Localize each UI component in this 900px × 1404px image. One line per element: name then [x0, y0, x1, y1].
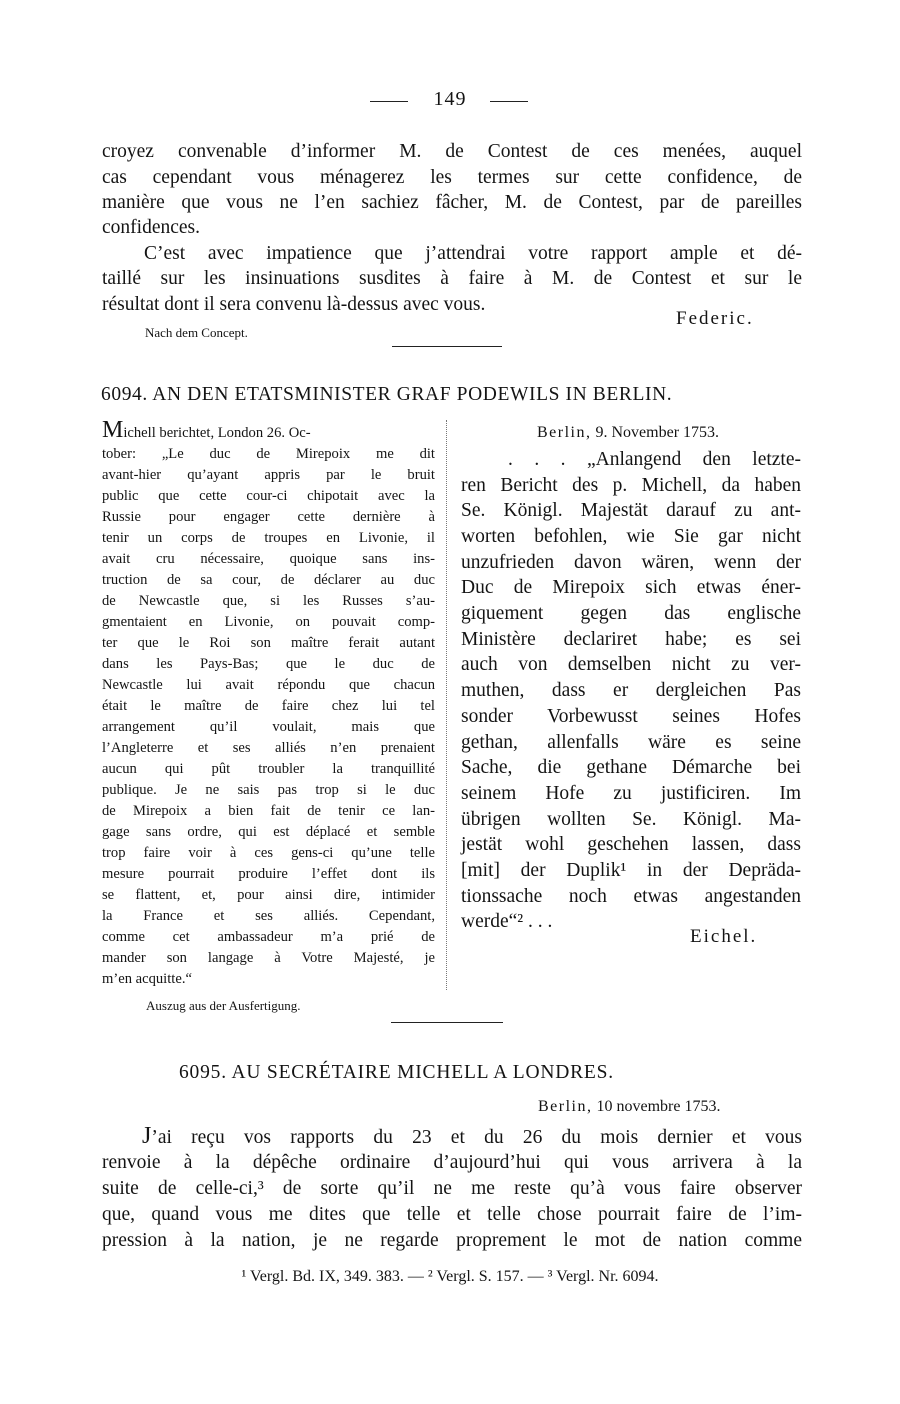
document-title: AU SECRÉTAIRE MICHELL A LONDRES. — [231, 1062, 614, 1083]
text-line: que, quand vous me dites que telle et telle chose pourrait faire de l’im- — [102, 1204, 802, 1225]
initial-letter: M — [102, 417, 124, 443]
text-line: croyez convenable d’informer M. de Contest de ces menées, auquel — [102, 141, 802, 162]
right-column-line: tionssache noch etwas angestanden — [461, 886, 801, 907]
dateline — [537, 424, 719, 442]
right-column-line: auch von demselben nicht zu ver- — [461, 654, 801, 675]
section-divider — [392, 346, 502, 347]
text-line: suite de celle-ci,³ de sorte qu’il ne me reste qu’à vous faire observer — [102, 1178, 802, 1199]
document-heading — [179, 1062, 614, 1084]
right-column-line: worten befohlen, wie Sie gar nicht — [461, 526, 801, 547]
left-column-line: se flattent, et, pour ainsi dire, intimider — [102, 887, 435, 903]
document-heading — [101, 384, 672, 406]
left-column-line: gage sans ordre, qui est déplacé et semble — [102, 824, 435, 840]
text-line: C’est avec impatience que j’attendrai votre rapport ample et dé- — [144, 243, 802, 264]
left-column-line: Newcastle lui avait répondu que chacun — [102, 677, 435, 693]
text-line: taillé sur les insinuations susdites à faire à M. de Contest et sur le — [102, 268, 802, 289]
left-column-line: arrangement qu’il voulait, mais que — [102, 719, 435, 735]
right-column-line: werde“² . . . — [461, 911, 553, 932]
right-column-line: Se. Königl. Majestät darauf zu ant- — [461, 500, 801, 521]
document-title: AN DEN ETATSMINISTER GRAF PODEWILS IN BERLIN. — [152, 384, 673, 405]
left-column-line: ter que le Roi son maître ferait autant — [102, 635, 435, 651]
page-number: 149 — [433, 88, 467, 110]
left-column-line: aucun qui pût troubler la tranquillité — [102, 761, 435, 777]
left-column-line: trop faire voir à ces gens-ci qu’une telle — [102, 845, 435, 861]
dateline-place: Berlin, — [538, 1098, 593, 1115]
column-separator — [446, 420, 447, 990]
text-line: pression à la nation, je ne regarde proprement le mot de nation comme — [102, 1230, 802, 1251]
left-column-line: avant-hier qu’ayant appris par le bruit — [102, 467, 435, 483]
document-number: 6094. — [101, 384, 148, 405]
right-column-line: sonder Vorbewusst seines Hofes — [461, 706, 801, 727]
right-column-line: unzufrieden davon wären, wenn der — [461, 552, 801, 573]
dateline-date: 10 novembre 1753. — [596, 1098, 721, 1115]
left-column-line: comme cet ambassadeur m’a prié de — [102, 929, 435, 945]
right-column-line: Duc de Mirepoix sich etwas éner- — [461, 577, 801, 598]
left-column-line: Michell berichtet, London 26. Oc- — [102, 417, 311, 443]
source-note: Nach dem Concept. — [145, 325, 248, 340]
section-divider — [391, 1022, 503, 1023]
text-line: renvoie à la dépêche ordinaire d’aujourd’hui qui vous arrivera à la — [102, 1152, 802, 1173]
right-column-line: jestät wohl geschehen lassen, dass — [461, 834, 801, 855]
right-column-line: . . . „Anlangend den letzte- — [508, 449, 801, 470]
left-column-line: était le maître de faire chez lui tel — [102, 698, 435, 714]
signature: Eichel. — [690, 926, 758, 947]
right-column-line: Sache, die gethane Démarche bei — [461, 757, 801, 778]
text-line: confidences. — [102, 217, 200, 238]
right-column-line: seinem Hofe zu justificiren. Im — [461, 783, 801, 804]
dateline-date: 9. November 1753. — [595, 424, 720, 441]
left-column-line: dans les Pays-Bas; que le duc de — [102, 656, 435, 672]
left-column-line: la France et ses alliés. Cependant, — [102, 908, 435, 924]
right-column-line: ren Bericht des p. Michell, da haben — [461, 475, 801, 496]
right-column-line: giquement gegen das englische — [461, 603, 801, 624]
text-line: résultat dont il sera convenu là-dessus avec vous. — [102, 294, 486, 315]
source-note: Auszug aus der Ausfertigung. — [146, 998, 301, 1013]
text-line: manière que vous ne l’en sachiez fâcher, M. de Contest, par de pareilles — [102, 192, 802, 213]
right-column-line: [mit] der Duplik¹ in der Depräda- — [461, 860, 801, 881]
footnotes: ¹ Vergl. Bd. IX, 349. 383. — ² Vergl. S. 157. — ³ Vergl. Nr. 6094. — [241, 1268, 659, 1285]
left-column-line: Russie pour engager cette dernière à — [102, 509, 435, 525]
right-column-line: gethan, allenfalls wäre es seine — [461, 732, 801, 753]
initial-letter: J — [142, 1123, 152, 1149]
text-line: J’ai reçu vos rapports du 23 et du 26 du mois dernier et vous — [142, 1123, 802, 1149]
left-column-line: m’en acquitte.“ — [102, 971, 192, 987]
page-number-line — [490, 101, 528, 102]
left-column-line: tober: „Le duc de Mirepoix me dit — [102, 446, 435, 462]
document-number: 6095. — [179, 1062, 227, 1083]
left-column-line: gmentaient en Livonie, on pouvait comp- — [102, 614, 435, 630]
right-column-line: Ministère declariret habe; es sei — [461, 629, 801, 650]
left-column-line: de Mirepoix a bien fait de tenir ce lan- — [102, 803, 435, 819]
text-line: cas cependant vous ménagerez les termes sur cette confidence, de — [102, 167, 802, 188]
dateline — [538, 1098, 720, 1116]
left-column-line: de Newcastle que, si les Russes s’au- — [102, 593, 435, 609]
left-column-line: public que cette cour-ci chipotait avec la — [102, 488, 435, 504]
left-column-line: tenir un corps de troupes en Livonie, il — [102, 530, 435, 546]
left-column-line: mander son langage à Votre Majesté, je — [102, 950, 435, 966]
left-column-line: l’Angleterre et ses alliés n’en prenaient — [102, 740, 435, 756]
signature: Federic. — [676, 308, 754, 329]
right-column-line: übrigen wollten Se. Königl. Ma- — [461, 809, 801, 830]
right-column-line: muthen, dass er dergleichen Pas — [461, 680, 801, 701]
left-column-line: avait cru nécessaire, quoique sans ins- — [102, 551, 435, 567]
left-column-line: mesure pourrait produire l’effet dont ils — [102, 866, 435, 882]
dateline-place: Berlin, — [537, 424, 592, 441]
left-column-line: truction de sa cour, de déclarer au duc — [102, 572, 435, 588]
left-column-line: publique. Je ne sais pas trop si le duc — [102, 782, 435, 798]
